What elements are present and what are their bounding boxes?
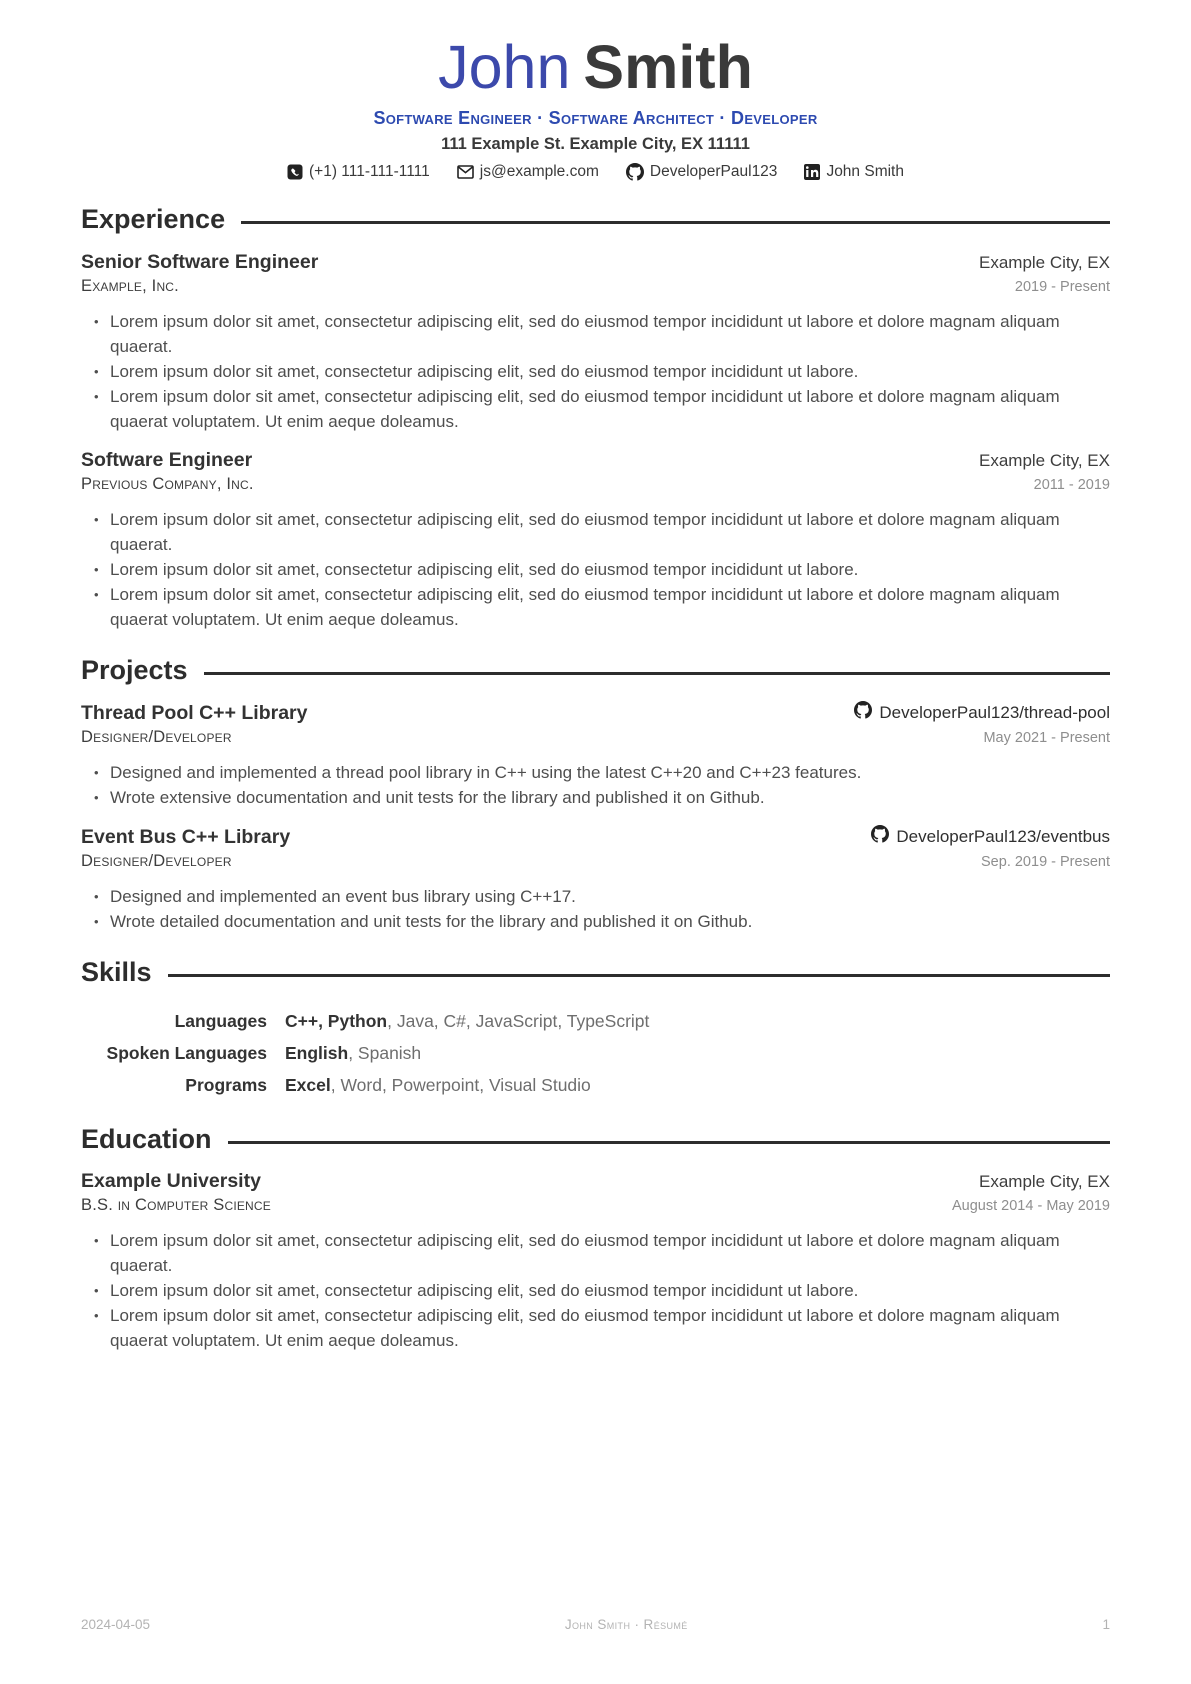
bullet-list bbox=[93, 309, 1110, 434]
bullet-item: • Lorem ipsum dolor sit amet, consectetur adipiscing elit, sed do eiusmod tempor incididunt ut labore et dolore magnam aliquam quaerat voluptatem. Ut enim aeque doleamus. bbox=[93, 384, 1110, 434]
bullet-item: • Designed and implemented an event bus library using C++17. bbox=[93, 884, 1110, 909]
phone-icon bbox=[287, 164, 303, 180]
bullet-item: • Lorem ipsum dolor sit amet, consectetur adipiscing elit, sed do eiusmod tempor incididunt ut labore et dolore magnam aliquam quaerat voluptatem. Ut enim aeque doleamus. bbox=[93, 1303, 1110, 1353]
bullet-item: • Wrote extensive documentation and unit tests for the library and published it on Github. bbox=[93, 785, 1110, 810]
skill-row bbox=[81, 1005, 1110, 1037]
skill-label: Languages bbox=[174, 1010, 267, 1031]
bullet-item: • Lorem ipsum dolor sit amet, consectetur adipiscing elit, sed do eiusmod tempor incididunt ut labore et dolore magnam aliquam quaerat voluptatem. Ut enim aeque doleamus. bbox=[93, 582, 1110, 632]
project-role: Designer/Developer bbox=[81, 728, 232, 747]
github-repo-link[interactable] bbox=[854, 701, 1110, 724]
section-skills bbox=[81, 956, 1110, 988]
bullet-item: • Designed and implemented a thread pool library in C++ using the latest C++20 and C++23 features. bbox=[93, 760, 1110, 785]
bullet-item: • Lorem ipsum dolor sit amet, consectetur adipiscing elit, sed do eiusmod tempor incididunt ut labore et dolore magnam aliquam quaerat. bbox=[93, 1228, 1110, 1278]
section-rule bbox=[168, 974, 1110, 977]
last-name: Smith bbox=[583, 33, 753, 101]
date-range: 2019 - Present bbox=[1014, 278, 1110, 295]
bullet-list bbox=[93, 1228, 1110, 1353]
company-name: Example, Inc. bbox=[81, 276, 179, 295]
section-rule bbox=[241, 221, 1110, 224]
bullet-list bbox=[93, 760, 1110, 810]
bullet-list bbox=[93, 507, 1110, 632]
email-contact[interactable] bbox=[457, 163, 599, 181]
bullet-item: • Lorem ipsum dolor sit amet, consectetur adipiscing elit, sed do eiusmod tempor incididunt ut labore et dolore magnam aliquam quaerat. bbox=[93, 309, 1110, 359]
contact-row bbox=[81, 163, 1110, 181]
section-projects bbox=[81, 654, 1110, 686]
section-rule bbox=[228, 1141, 1110, 1144]
section-education bbox=[81, 1123, 1110, 1155]
skill-values: C++, Python, Java, C#, JavaScript, TypeScript bbox=[285, 1010, 650, 1031]
job-title: Senior Software Engineer bbox=[81, 250, 319, 273]
github-icon bbox=[871, 825, 889, 848]
job-location: Example City, EX bbox=[978, 252, 1110, 272]
email-address: js@example.com bbox=[479, 163, 599, 181]
school-location: Example City, EX bbox=[978, 1172, 1110, 1191]
bullet-item: • Wrote detailed documentation and unit tests for the library and published it on Github. bbox=[93, 909, 1110, 934]
repo-name: DeveloperPaul123/eventbus bbox=[896, 826, 1110, 846]
company-name: Previous Company, Inc. bbox=[81, 474, 254, 493]
mail-icon bbox=[457, 165, 474, 179]
date-range: August 2014 - May 2019 bbox=[952, 1198, 1110, 1214]
experience-entry bbox=[81, 449, 1110, 632]
project-role: Designer/Developer bbox=[81, 852, 232, 871]
project-entry bbox=[81, 825, 1110, 934]
phone-contact[interactable] bbox=[287, 163, 430, 181]
bullet-list bbox=[93, 884, 1110, 934]
school-name: Example University bbox=[81, 1170, 261, 1192]
github-username: DeveloperPaul123 bbox=[649, 163, 778, 181]
repo-name: DeveloperPaul123/thread-pool bbox=[879, 702, 1110, 722]
skill-label: Spoken Languages bbox=[106, 1042, 267, 1063]
experience-entry bbox=[81, 251, 1110, 434]
section-title: Skills bbox=[81, 957, 152, 988]
education-entry bbox=[81, 1170, 1110, 1353]
skill-label: Programs bbox=[185, 1074, 267, 1095]
footer-date: 2024-04-05 bbox=[81, 1617, 151, 1632]
project-entry bbox=[81, 701, 1110, 810]
bullet-item: • Lorem ipsum dolor sit amet, consectetur adipiscing elit, sed do eiusmod tempor incididunt ut labore et dolore magnam aliquam quaerat. bbox=[93, 507, 1110, 557]
footer-title: John Smith · Résumé bbox=[564, 1617, 688, 1632]
linkedin-icon bbox=[804, 164, 820, 180]
phone-number: (+1) 111-111-1111 bbox=[309, 163, 430, 181]
section-title: Education bbox=[81, 1123, 212, 1154]
project-title: Thread Pool C++ Library bbox=[81, 702, 308, 725]
address: 111 Example St. Example City, EX 11111 bbox=[441, 135, 750, 154]
skill-values: Excel, Word, Powerpoint, Visual Studio bbox=[285, 1074, 591, 1095]
skill-values: English, Spanish bbox=[285, 1042, 422, 1063]
section-title: Experience bbox=[81, 204, 226, 235]
github-repo-link[interactable] bbox=[871, 825, 1110, 848]
section-rule bbox=[204, 672, 1110, 675]
page-footer bbox=[81, 1617, 1110, 1632]
date-range: 2011 - 2019 bbox=[1033, 476, 1110, 493]
skill-row bbox=[81, 1037, 1110, 1069]
job-title: Software Engineer bbox=[81, 448, 253, 471]
project-title: Event Bus C++ Library bbox=[81, 826, 291, 849]
tagline: Software Engineer · Software Architect · Developer bbox=[373, 108, 818, 129]
date-range: Sep. 2019 - Present bbox=[981, 854, 1110, 871]
first-name: John bbox=[438, 33, 571, 101]
section-title: Projects bbox=[81, 654, 188, 685]
bullet-item: • Lorem ipsum dolor sit amet, consectetur adipiscing elit, sed do eiusmod tempor incididunt ut labore. bbox=[93, 359, 1110, 384]
linkedin-name: John Smith bbox=[826, 163, 904, 181]
degree-name: B.S. in Computer Science bbox=[81, 1196, 271, 1214]
bullet-item: • Lorem ipsum dolor sit amet, consectetur adipiscing elit, sed do eiusmod tempor incididunt ut labore. bbox=[93, 557, 1110, 582]
github-icon bbox=[854, 701, 872, 724]
section-experience bbox=[81, 203, 1110, 235]
github-contact[interactable] bbox=[626, 163, 778, 181]
footer-page-number: 1 bbox=[1102, 1617, 1110, 1632]
linkedin-contact[interactable] bbox=[804, 163, 904, 181]
github-icon bbox=[626, 163, 644, 181]
bullet-item: • Lorem ipsum dolor sit amet, consectetur adipiscing elit, sed do eiusmod tempor incididunt ut labore. bbox=[93, 1278, 1110, 1303]
person-name bbox=[81, 33, 1110, 101]
skills-table bbox=[81, 1005, 1110, 1101]
skill-row bbox=[81, 1069, 1110, 1101]
job-location: Example City, EX bbox=[978, 450, 1110, 470]
date-range: May 2021 - Present bbox=[983, 730, 1110, 747]
